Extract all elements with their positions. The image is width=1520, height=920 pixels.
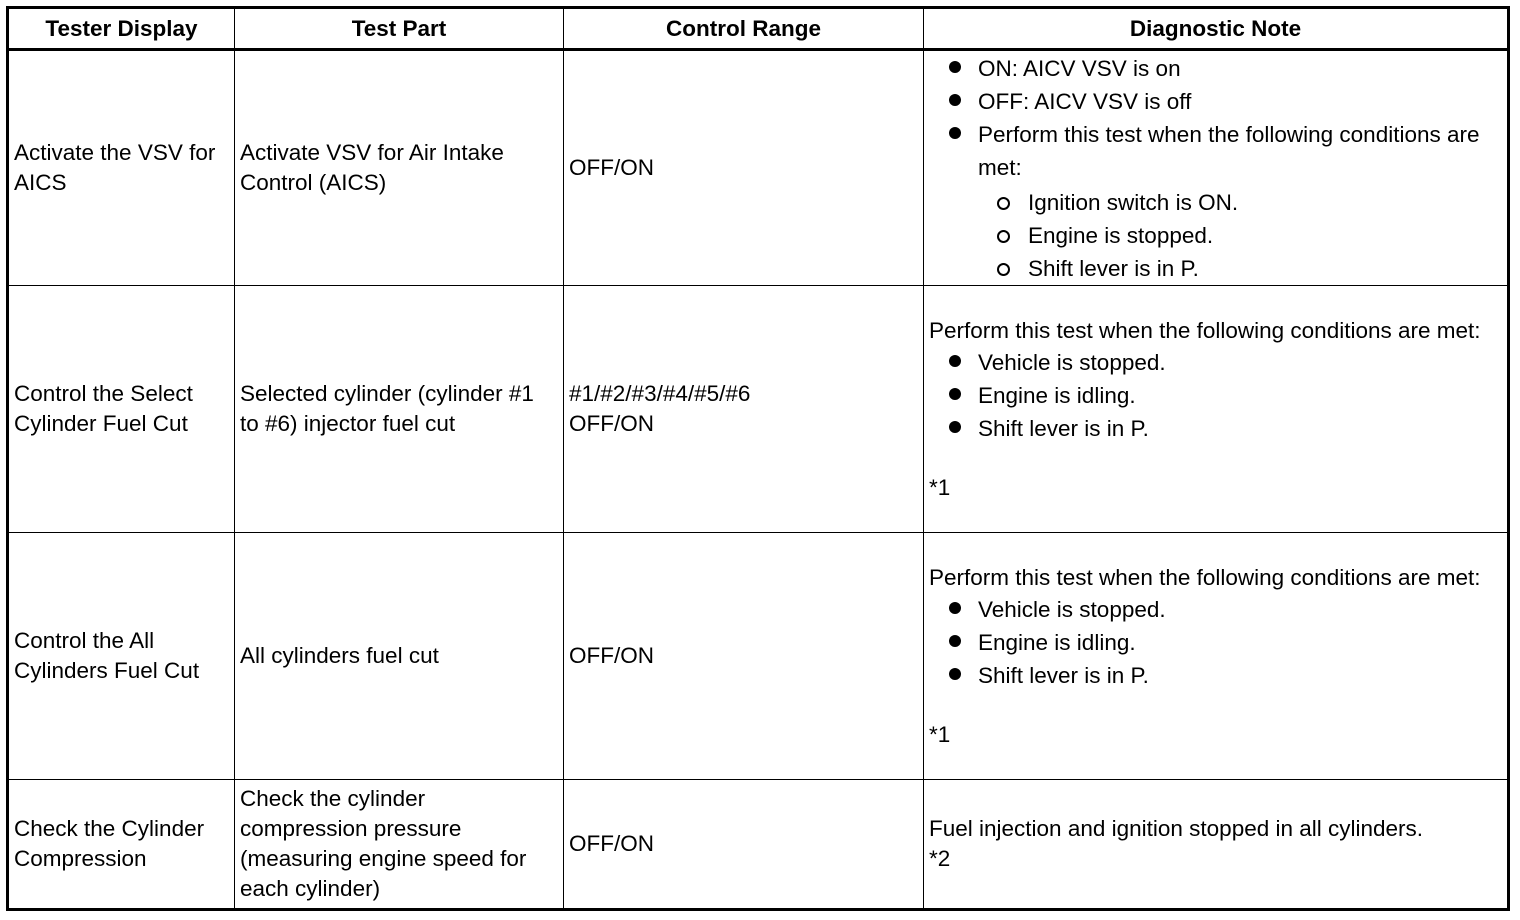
note-bullet: Vehicle is stopped. (929, 593, 1502, 626)
cell-control-range: OFF/ON (564, 50, 924, 286)
note-bullet-list (929, 346, 1502, 445)
cell-tester-display: Control the Select Cylinder Fuel Cut (8, 286, 235, 533)
header-row (8, 8, 1509, 50)
cell-test-part: All cylinders fuel cut (235, 533, 564, 780)
cell-control-range (564, 286, 924, 533)
table-row (8, 286, 1509, 533)
table-row (8, 780, 1509, 910)
cell-diagnostic-note (924, 286, 1509, 533)
note-bullet: OFF: AICV VSV is off (929, 85, 1502, 118)
note-bullet: Shift lever is in P. (929, 412, 1502, 445)
note-bullet: Shift lever is in P. (929, 659, 1502, 692)
note-lead-text: Fuel injection and ignition stopped in all cylinders. (929, 816, 1424, 841)
cell-tester-display: Control the All Cylinders Fuel Cut (8, 533, 235, 780)
note-bullet: Engine is idling. (929, 626, 1502, 659)
note-footnote: *1 (929, 474, 951, 500)
cell-control-range: OFF/ON (564, 533, 924, 780)
note-sub-bullet: Ignition switch is ON. (978, 186, 1502, 219)
note-footnote: *2 (929, 846, 951, 871)
note-bullet: ON: AICV VSV is on (929, 52, 1502, 85)
note-lead-text: Perform this test when the following conditions are met: (929, 564, 1481, 590)
note-sub-bullet: Shift lever is in P. (978, 252, 1502, 285)
note-bullet-list (929, 593, 1502, 692)
note-footnote: *1 (929, 721, 951, 747)
note-bullet (929, 118, 1502, 285)
note-sub-bullet: Engine is stopped. (978, 219, 1502, 252)
cell-tester-display: Check the Cylinder Compression (8, 780, 235, 910)
cell-diagnostic-note (924, 50, 1509, 286)
table-row (8, 50, 1509, 286)
header-test-part: Test Part (235, 8, 564, 50)
active-test-table (6, 6, 1510, 911)
note-bullet: Engine is idling. (929, 379, 1502, 412)
table-row (8, 533, 1509, 780)
control-range-line: OFF/ON (569, 411, 654, 436)
note-lead-text: Perform this test when the following conditions are met: (929, 317, 1481, 343)
note-bullet-text: Perform this test when the following conditions are met: (978, 121, 1480, 180)
cell-test-part: Activate VSV for Air Intake Control (AICS) (235, 50, 564, 286)
header-control-range: Control Range (564, 8, 924, 50)
cell-diagnostic-note (924, 780, 1509, 910)
cell-test-part: Selected cylinder (cylinder #1 to #6) injector fuel cut (235, 286, 564, 533)
note-bullet-list (929, 52, 1502, 285)
cell-test-part: Check the cylinder compression pressure (measuring engine speed for each cylinder) (235, 780, 564, 910)
cell-tester-display: Activate the VSV for AICS (8, 50, 235, 286)
cell-diagnostic-note (924, 533, 1509, 780)
header-diagnostic-note: Diagnostic Note (924, 8, 1509, 50)
note-bullet: Vehicle is stopped. (929, 346, 1502, 379)
note-sub-list (978, 186, 1502, 285)
header-tester-display: Tester Display (8, 8, 235, 50)
control-range-line: #1/#2/#3/#4/#5/#6 (569, 381, 751, 406)
cell-control-range: OFF/ON (564, 780, 924, 910)
